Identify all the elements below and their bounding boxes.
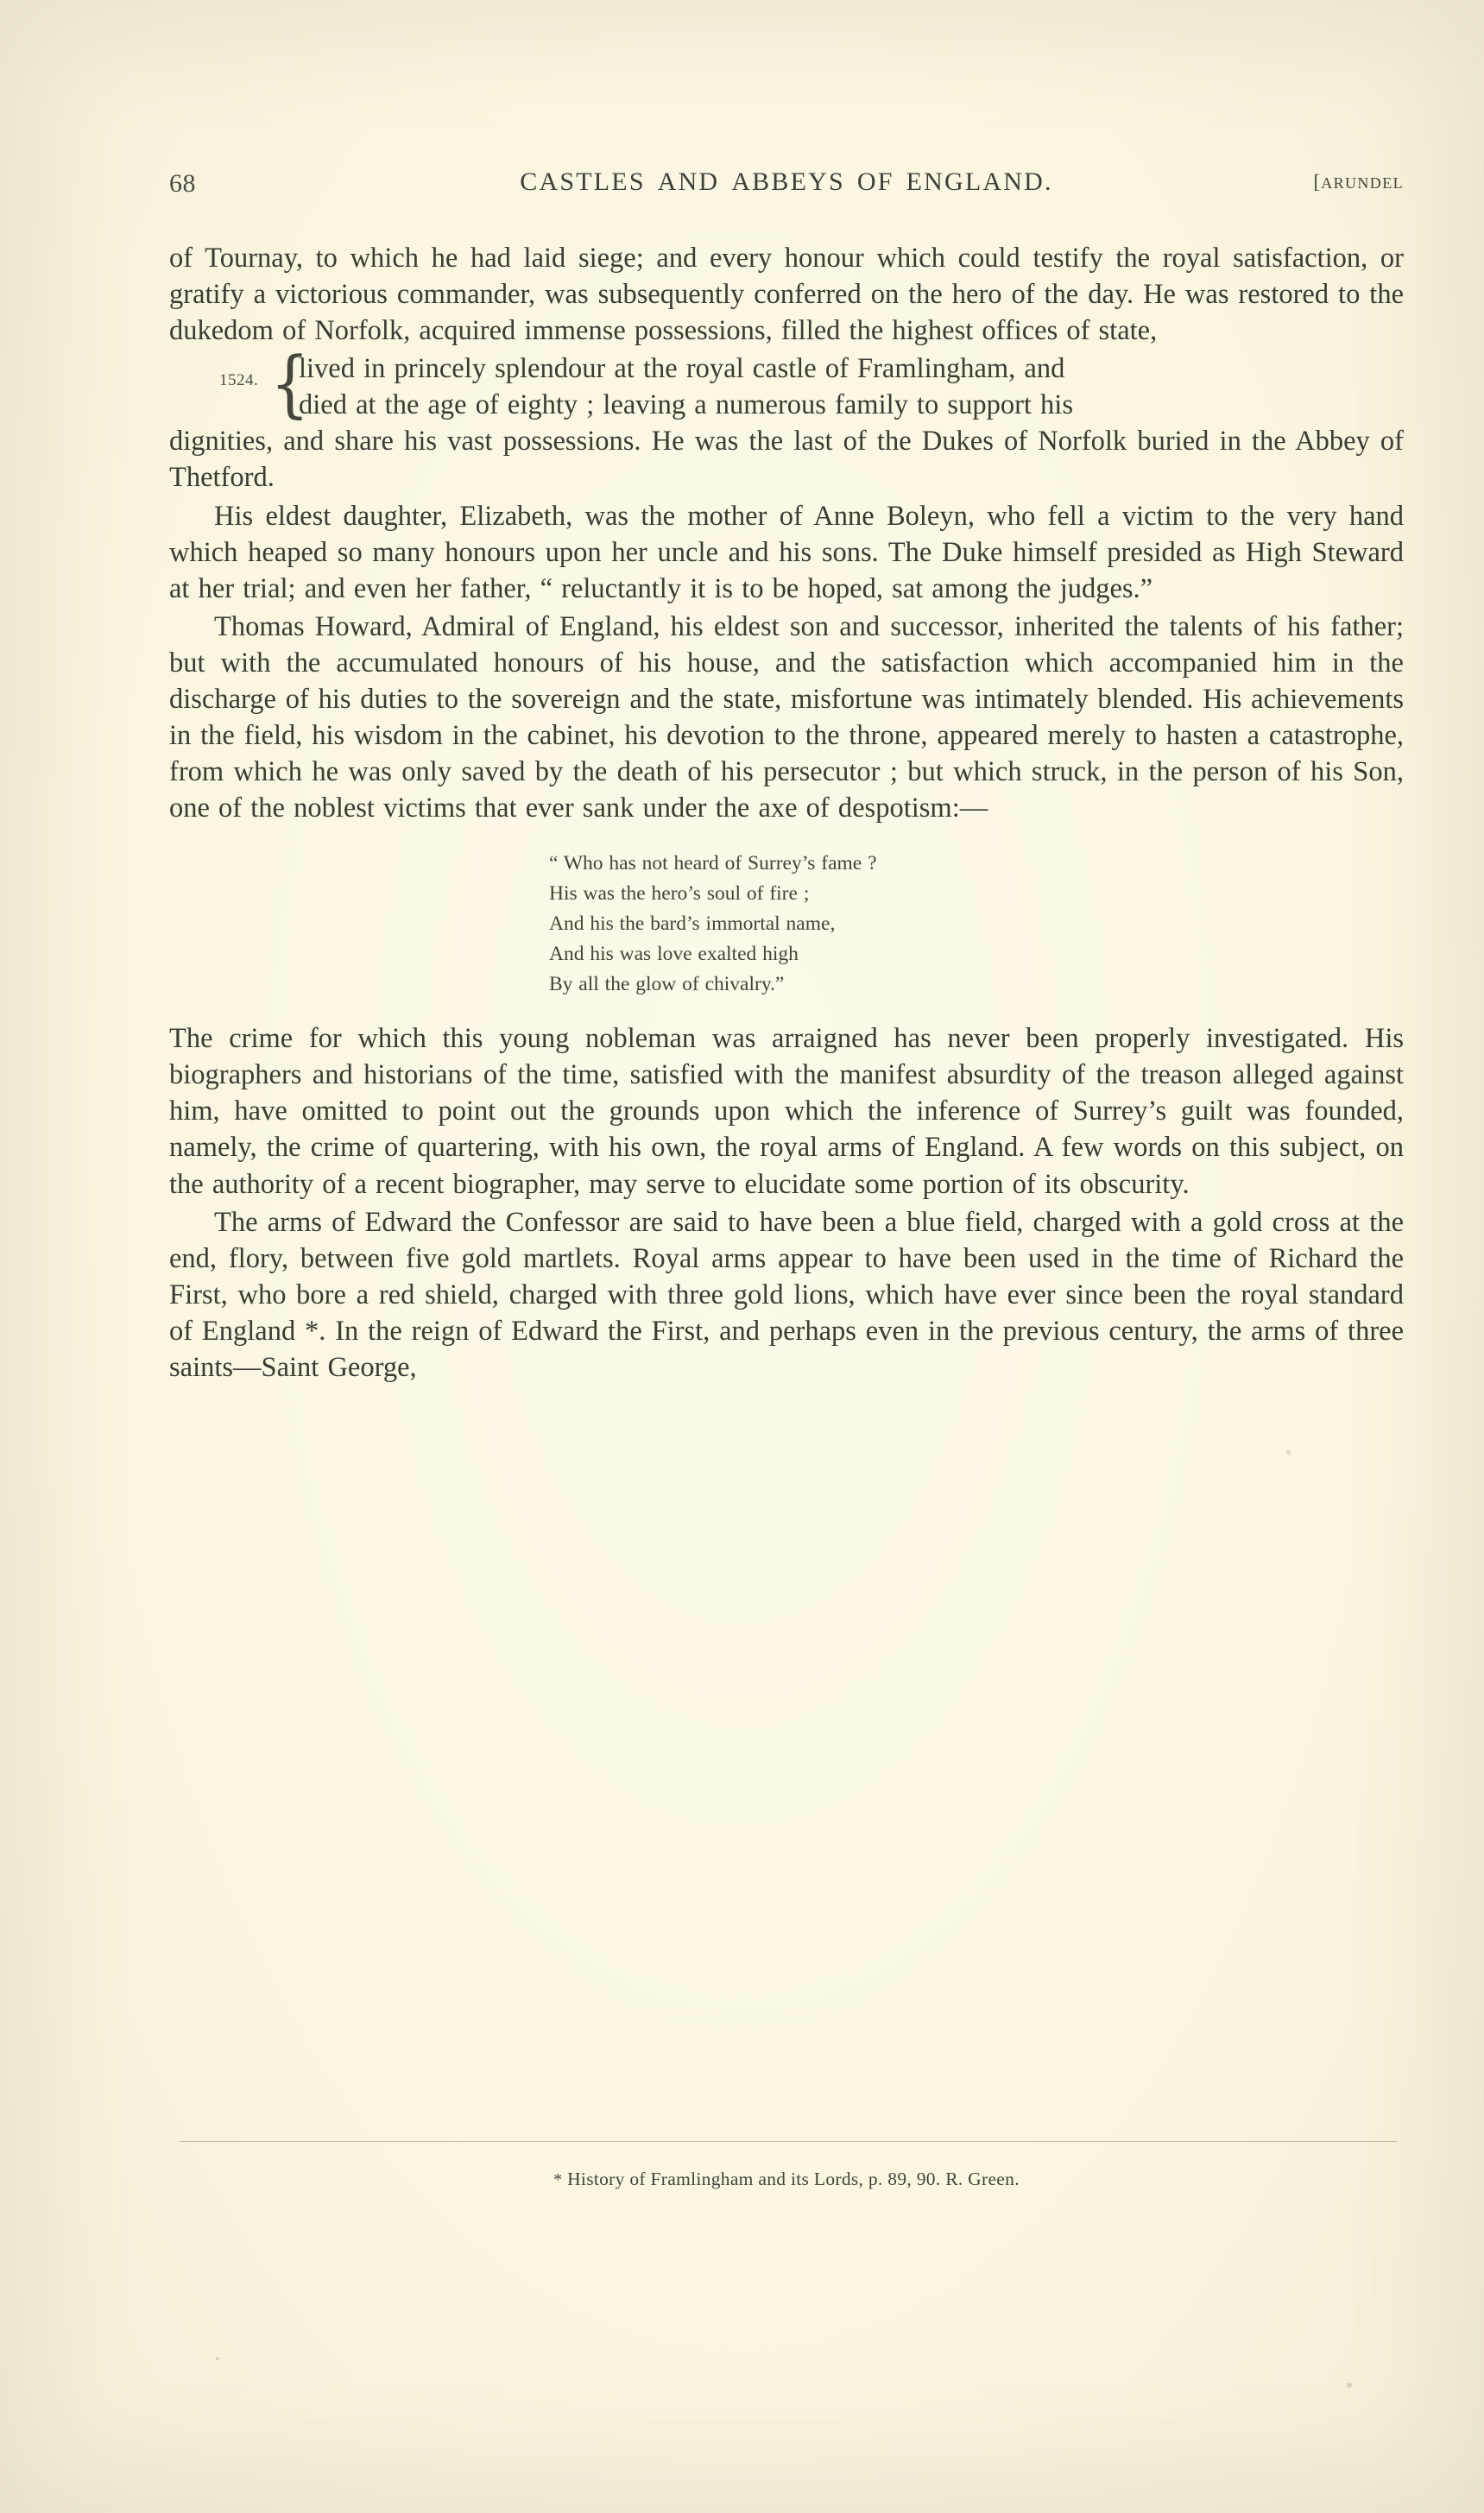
- running-title-word: OF: [856, 167, 894, 196]
- page-content: [169, 161, 1404, 1387]
- verse-line: “ Who has not heard of Surrey’s fame ?: [549, 852, 877, 875]
- paragraph-2: His eldest daughter, Elizabeth, was the mother of Anne Boleyn, who fell a victim to the very hand which heaped so many honours upon her uncle and his sons. The Duke himself presided as High Steward at her trial; and even her father, “ reluctantly it is to be hoped, sat among the judges.”: [169, 500, 1404, 604]
- paragraph-continuation: of Tournay, to which he had laid siege; and every honour which could testify the royal satisfaction, or gratify a victorious commander, was subsequently conferred on the hero of the day. He was restored to the dukedom of Norfolk, acquired immense possessions, filled the highest offices of state,: [169, 243, 1404, 347]
- paragraph-4: The crime for which this young nobleman was arraigned has never been properly investigated. His biographers and historians of the time, satisfied with the manifest absurdity of the treason alleged against him, have omitted to point out the grounds upon which the inference of Surrey’s guilt was founded, namely, the crime of quartering, with his own, the royal arms of England. A few words on this subject, on the authority of a recent biographer, may serve to elucidate some portion of its obscurity.: [169, 1023, 1404, 1200]
- brace-line-1: lived in princely splendour at the royal castle of Framlingham, and: [299, 353, 1065, 385]
- running-title-word: CASTLES: [520, 167, 646, 196]
- paper-speck: [216, 2357, 219, 2360]
- marginal-year: 1524.: [219, 371, 259, 390]
- paper-speck: [1286, 1450, 1291, 1455]
- brace-icon: {: [270, 341, 310, 426]
- verse-quotation: [169, 849, 1404, 1000]
- paper-speck: [1347, 2383, 1352, 2388]
- verse-line: And his the bard’s immortal name,: [549, 912, 836, 936]
- page-number: 68: [169, 169, 196, 198]
- running-title-word: ABBEYS: [731, 167, 845, 196]
- running-title-word: AND: [657, 167, 720, 196]
- paragraph-continuation-2: dignities, and share his vast possessions. He was the last of the Dukes of Norfolk buried in the Abbey of Thetford.: [169, 426, 1404, 494]
- paragraph-5: The arms of Edward the Confessor are said to have been a blue field, charged with a gold cross at the end, flory, between five gold martlets. Royal arms appear to have been used in the time of Richard the First, who bore a red shield, charged with three gold lions, which have ever since been the royal standard of England *. In the reign of Edward the First, and perhaps even in the previous century, the arms of three saints—Saint George,: [169, 1206, 1404, 1383]
- running-title: [169, 167, 1404, 197]
- running-title-word: ENGLAND.: [906, 167, 1053, 196]
- verse-line: And his was love exalted high: [549, 943, 799, 966]
- verse-line: His was the hero’s soul of fire ;: [549, 882, 810, 906]
- footnote-text: History of Framlingham and its Lords, p. 89, 90. R. Green.: [567, 2169, 1020, 2189]
- brace-block: [169, 341, 1404, 426]
- signature-mark: [1314, 171, 1404, 193]
- paragraph-3: Thomas Howard, Admiral of England, his eldest son and successor, inherited the talents of his father; but with the accumulated honours of his house, and the satisfaction which accompanied him in the discharge of his duties to the sovereign and the state, misfortune was intimately blended. His achievements in the field, his wisdom in the cabinet, his devotion to the throne, appeared merely to hasten a catastrophe, from which he was only saved by the death of his persecutor ; but which struck, in the person of his Son, one of the noblest victims that ever sank under the axe of despotism:—: [169, 610, 1404, 824]
- signature-bracket: [: [1313, 171, 1322, 193]
- brace-lines: [169, 350, 1404, 423]
- brace-line-2: died at the age of eighty ; leaving a numerous family to support his: [299, 389, 1073, 421]
- signature-label: ARUNDEL: [1321, 174, 1404, 192]
- footnote: [169, 2169, 1404, 2190]
- footnote-rule: [180, 2141, 1397, 2142]
- verse-line: By all the glow of chivalry.”: [549, 973, 785, 996]
- footnote-marker: *: [553, 2170, 563, 2189]
- running-head: [169, 161, 1404, 200]
